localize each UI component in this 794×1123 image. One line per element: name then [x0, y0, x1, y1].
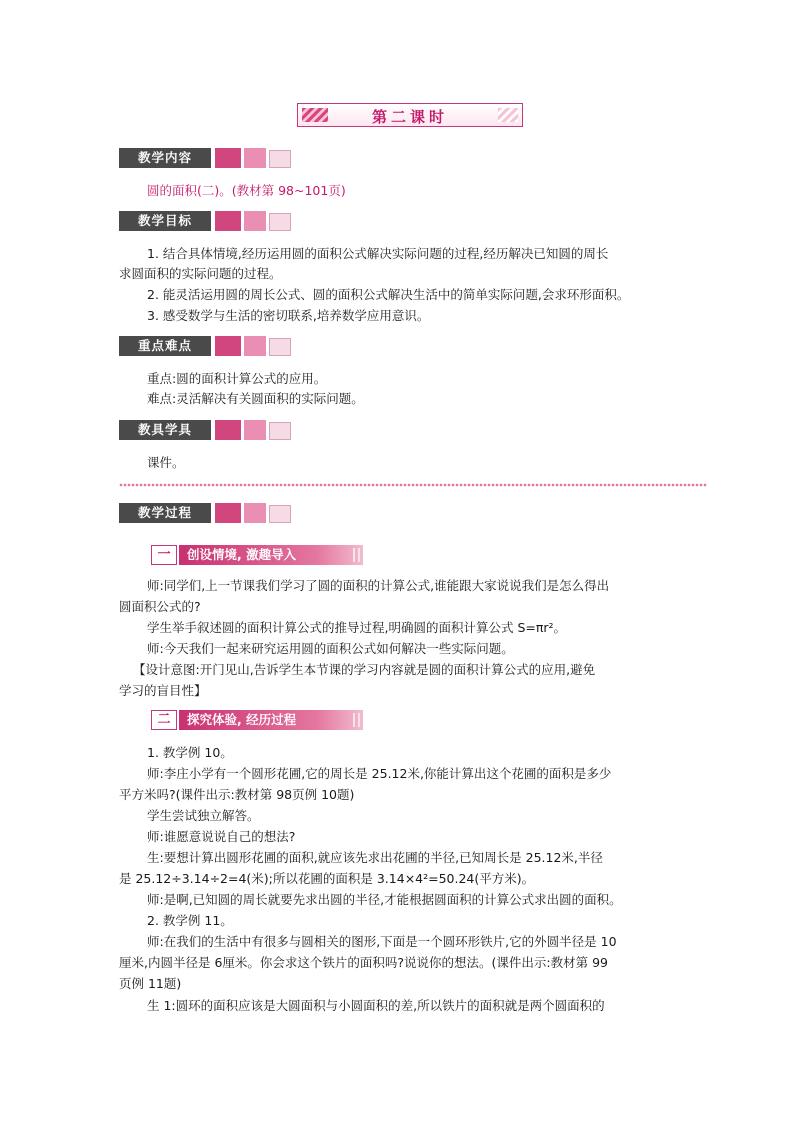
body-line: 是 25.12÷3.14÷2=4(米);所以花圃的面积是 3.14×4²=50.24(平方米)。: [119, 871, 535, 886]
section-label: 教具学具: [119, 420, 211, 440]
square-decoration: [269, 338, 291, 356]
body-line: 圆面积公式的?: [119, 599, 201, 614]
lesson-title: 第二课时: [371, 108, 448, 126]
lesson-title-banner: [297, 103, 523, 127]
subsection-number: 二: [151, 710, 177, 730]
body-line: 师:是啊,已知圆的周长就要先求出圆的半径,才能根据圆面积的计算公式求出圆的面积。: [147, 892, 622, 907]
square-decoration: [269, 505, 291, 523]
square-decoration: [244, 420, 266, 440]
square-decoration: [215, 503, 241, 523]
square-decoration: [244, 148, 266, 168]
body-line: 师:在我们的生活中有很多与圆相关的图形,下面是一个圆环形铁片,它的外圆半径是 10: [147, 934, 617, 949]
square-decoration: [244, 503, 266, 523]
section-label: 教学目标: [119, 211, 211, 231]
goal-line: 1. 结合具体情境,经历运用圆的面积公式解决实际问题的过程,经历解决已知圆的周长: [147, 246, 609, 261]
body-line: 学习的盲目性】: [119, 683, 207, 698]
section-label: 教学内容: [119, 148, 211, 168]
subsection-bar: [179, 710, 363, 730]
body-line: 生 1:圆环的面积应该是大圆面积与小圆面积的差,所以铁片的面积就是两个圆面积的: [147, 998, 605, 1013]
body-line: 厘米,内圆半径是 6厘米。你会求这个铁片的面积吗?说说你的想法。(课件出示:教材第 99: [119, 955, 609, 970]
body-line: 平方米吗?(课件出示:教材第 98页例 10题): [119, 787, 355, 802]
key-point-line: 难点:灵活解决有关圆面积的实际问题。: [147, 391, 364, 406]
bar-tick-decoration: [353, 548, 355, 562]
body-line: 师:谁愿意说说自己的想法?: [147, 829, 296, 844]
section-label: 教学过程: [119, 503, 211, 523]
body-line: 1. 教学例 10。: [147, 745, 233, 760]
body-line: 生:要想计算出圆形花圃的面积,就应该先求出花圃的半径,已知周长是 25.12米,半径: [147, 850, 603, 865]
body-line: 2. 教学例 11。: [147, 913, 233, 928]
subsection-header-1: [151, 545, 363, 565]
bar-tick-decoration: [358, 548, 360, 562]
subsection-header-2: [151, 710, 363, 730]
dotted-divider: [119, 482, 707, 488]
square-decoration: [244, 336, 266, 356]
content-text: 圆的面积(二)。(教材第 98~101页): [147, 183, 346, 198]
tools-text: 课件。: [147, 455, 185, 470]
body-line: 【设计意图:开门见山,告诉学生本节课的学习内容就是圆的面积计算公式的应用,避免: [133, 662, 596, 677]
body-line: 师:今天我们一起来研究运用圆的面积公式如何解决一些实际问题。: [147, 641, 514, 656]
subsection-bar: [179, 545, 363, 565]
square-decoration: [244, 211, 266, 231]
subsection-number: 一: [151, 545, 177, 565]
goal-line: 3. 感受数学与生活的密切联系,培养数学应用意识。: [147, 308, 430, 323]
square-decoration: [215, 211, 241, 231]
body-line: 师:李庄小学有一个圆形花圃,它的周长是 25.12米,你能计算出这个花圃的面积是多少: [147, 766, 612, 781]
key-point-line: 重点:圆的面积计算公式的应用。: [147, 371, 327, 386]
square-decoration: [215, 148, 241, 168]
body-line: 页例 11题): [119, 976, 182, 991]
square-decoration: [215, 420, 241, 440]
section-label: 重点难点: [119, 336, 211, 356]
goal-line: 求圆面积的实际问题的过程。: [119, 266, 282, 281]
bar-tick-decoration: [353, 713, 355, 727]
body-line: 师:同学们,上一节课我们学习了圆的面积的计算公式,谁能跟大家说说我们是怎么得出: [147, 578, 610, 593]
square-decoration: [269, 422, 291, 440]
subsection-title: 探究体验, 经历过程: [187, 712, 297, 727]
square-decoration: [269, 213, 291, 231]
bar-tick-decoration: [358, 713, 360, 727]
square-decoration: [269, 150, 291, 168]
body-line: 学生尝试独立解答。: [147, 808, 260, 823]
square-decoration: [215, 336, 241, 356]
goal-line: 2. 能灵活运用圆的周长公式、圆的面积公式解决生活中的简单实际问题,会求环形面积。: [147, 287, 630, 302]
subsection-title: 创设情境, 激趣导入: [187, 547, 297, 562]
body-line: 学生举手叙述圆的面积计算公式的推导过程,明确圆的面积计算公式 S=πr²。: [147, 620, 567, 635]
stripe-decoration-right: [498, 108, 518, 122]
